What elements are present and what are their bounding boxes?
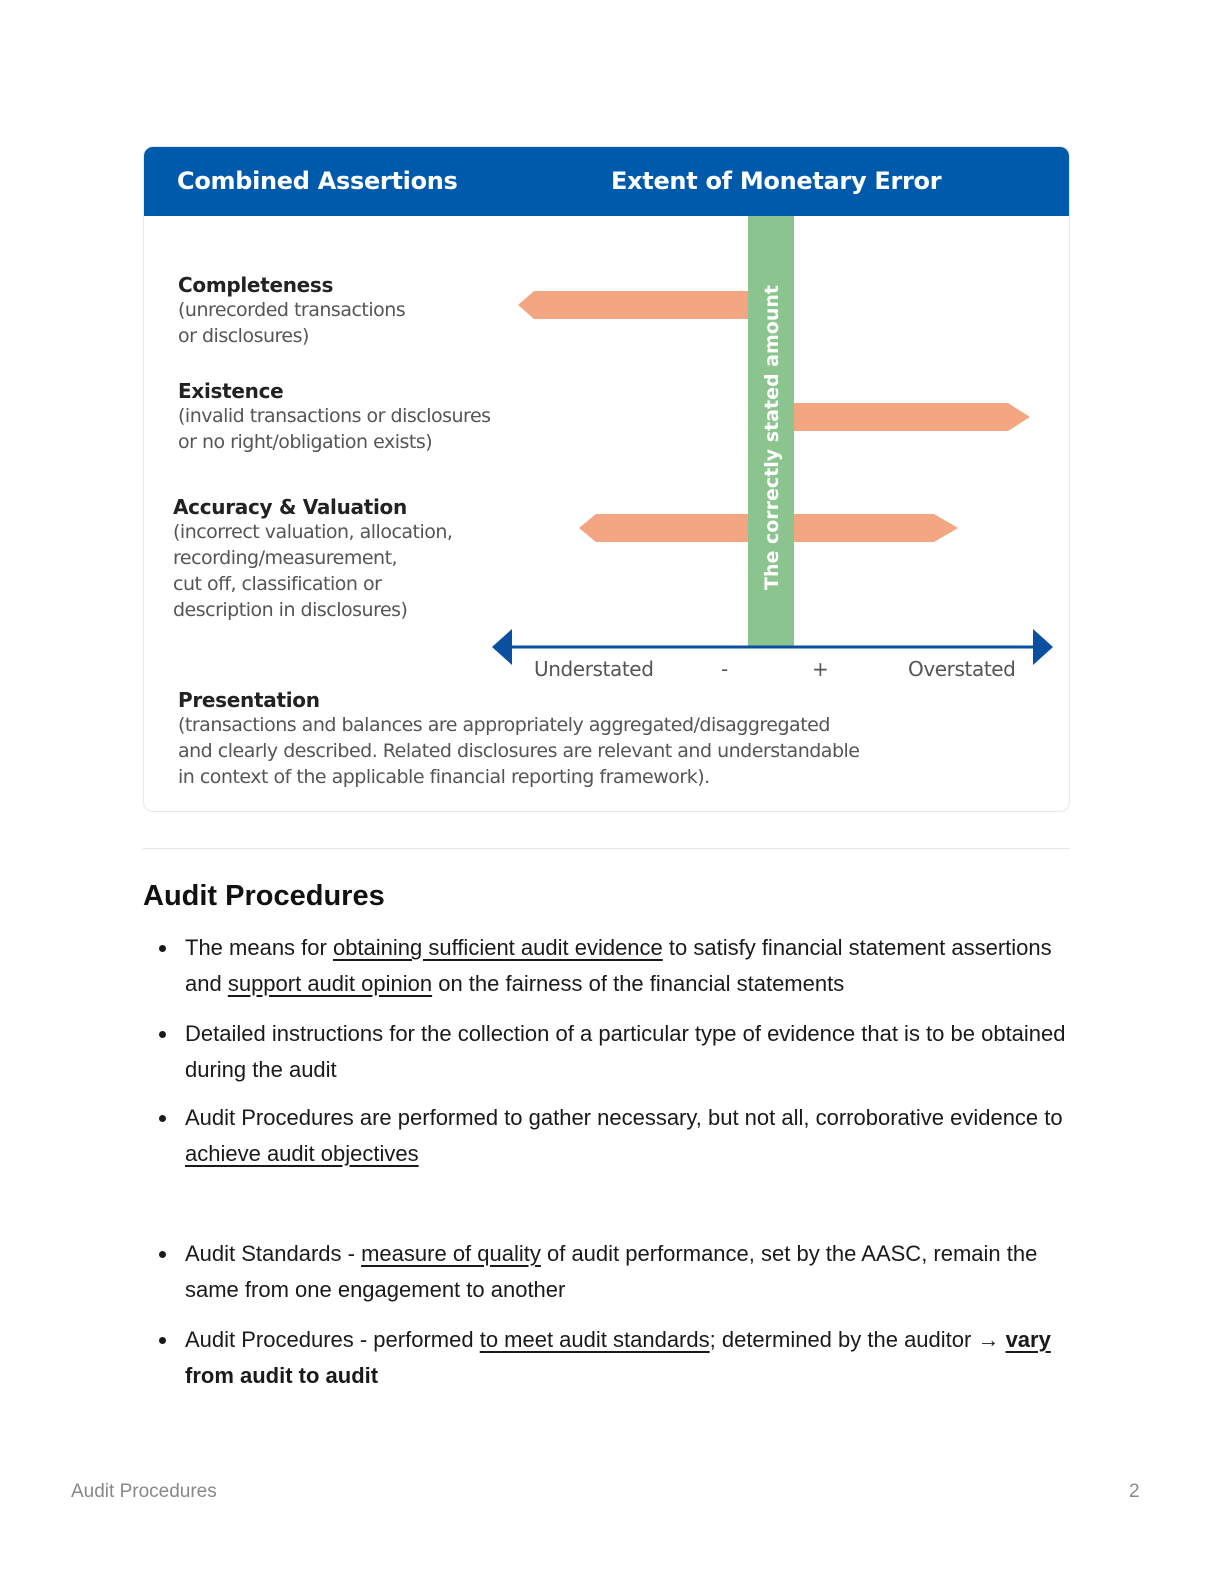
bullet-text: Detailed instructions for the collection of a particular type of evidence that is to be obtained during the audit xyxy=(185,1021,1066,1082)
accuracy-arrow-left xyxy=(579,514,748,542)
bullet-text: to satisfy financial statement assertions and xyxy=(185,935,1052,996)
assertion-existence xyxy=(178,379,491,455)
axis-label-overstated: Overstated xyxy=(908,657,1016,681)
assertion-completeness xyxy=(178,273,405,349)
assertion-desc: (incorrect valuation, allocation, recording/measurement, cut off, classification or description in disclosures) xyxy=(173,521,453,621)
assertion-title: Completeness xyxy=(178,273,334,297)
underlined-phrase: vary xyxy=(1005,1327,1051,1352)
assertion-title: Presentation xyxy=(178,688,320,712)
underlined-phrase: obtaining sufficient audit evidence xyxy=(332,935,663,960)
section-title: Audit Procedures xyxy=(143,880,385,912)
completeness-arrow xyxy=(518,291,748,319)
header-extent-of-error: Extent of Monetary Error xyxy=(611,167,942,195)
bullet-text: of audit performance, set by the AASC, remain the same from one engagement to another xyxy=(185,1241,1038,1302)
bullet-item xyxy=(143,930,1083,1002)
accuracy-arrow-right xyxy=(794,514,958,542)
bullet-text: The means for xyxy=(185,935,333,960)
assertion-desc: (invalid transactions or disclosures or no right/obligation exists) xyxy=(178,405,491,453)
page-number: 2 xyxy=(1129,1481,1140,1502)
underlined-phrase: to meet audit standards xyxy=(479,1327,710,1352)
bullet-list xyxy=(143,930,1083,1394)
axis-arrowhead-left xyxy=(492,629,512,665)
bullet-text: Audit Procedures are performed to gather necessary, but not all, corroborative evidence to xyxy=(185,1105,1063,1130)
axis-label-plus: + xyxy=(812,657,829,681)
footer-title: Audit Procedures xyxy=(71,1481,217,1502)
assertions-figure xyxy=(143,146,1070,812)
bullet-item xyxy=(143,1100,1083,1172)
axis-label-minus: - xyxy=(721,657,728,681)
bullet-text: Audit Standards - xyxy=(185,1241,362,1266)
bullet-item xyxy=(143,1016,1083,1088)
bullet-text: ; determined by the auditor → xyxy=(709,1327,1006,1352)
axis-label-understated: Understated xyxy=(534,657,654,681)
header-combined-assertions: Combined Assertions xyxy=(177,167,458,195)
assertion-desc: (transactions and balances are appropriately aggregated/disaggregated and clearly described. Related disclosures are relevant and understandable in context of the applicable financial reporting framework). xyxy=(178,714,860,788)
underlined-phrase: support audit opinion xyxy=(227,971,433,996)
bullet-item xyxy=(143,1236,1083,1308)
bullet-text: Audit Procedures - performed xyxy=(185,1327,480,1352)
existence-arrow xyxy=(794,403,1030,431)
assertion-desc: (unrecorded transactions or disclosures) xyxy=(178,299,406,347)
underlined-phrase: achieve audit objectives xyxy=(185,1141,419,1166)
assertion-title: Existence xyxy=(178,379,284,403)
correctly-stated-label: The correctly stated amount xyxy=(761,285,783,590)
assertion-title: Accuracy & Valuation xyxy=(173,495,407,519)
bullet-text: from audit to audit xyxy=(185,1363,379,1388)
axis-arrowhead-right xyxy=(1033,629,1053,665)
underlined-phrase: measure of quality xyxy=(361,1241,541,1266)
bullet-text: on the fairness of the financial statements xyxy=(432,971,845,996)
bullet-item xyxy=(143,1322,1083,1394)
section-divider xyxy=(143,848,1070,849)
assertion-accuracy-valuation xyxy=(173,495,452,623)
assertion-presentation xyxy=(178,688,859,790)
